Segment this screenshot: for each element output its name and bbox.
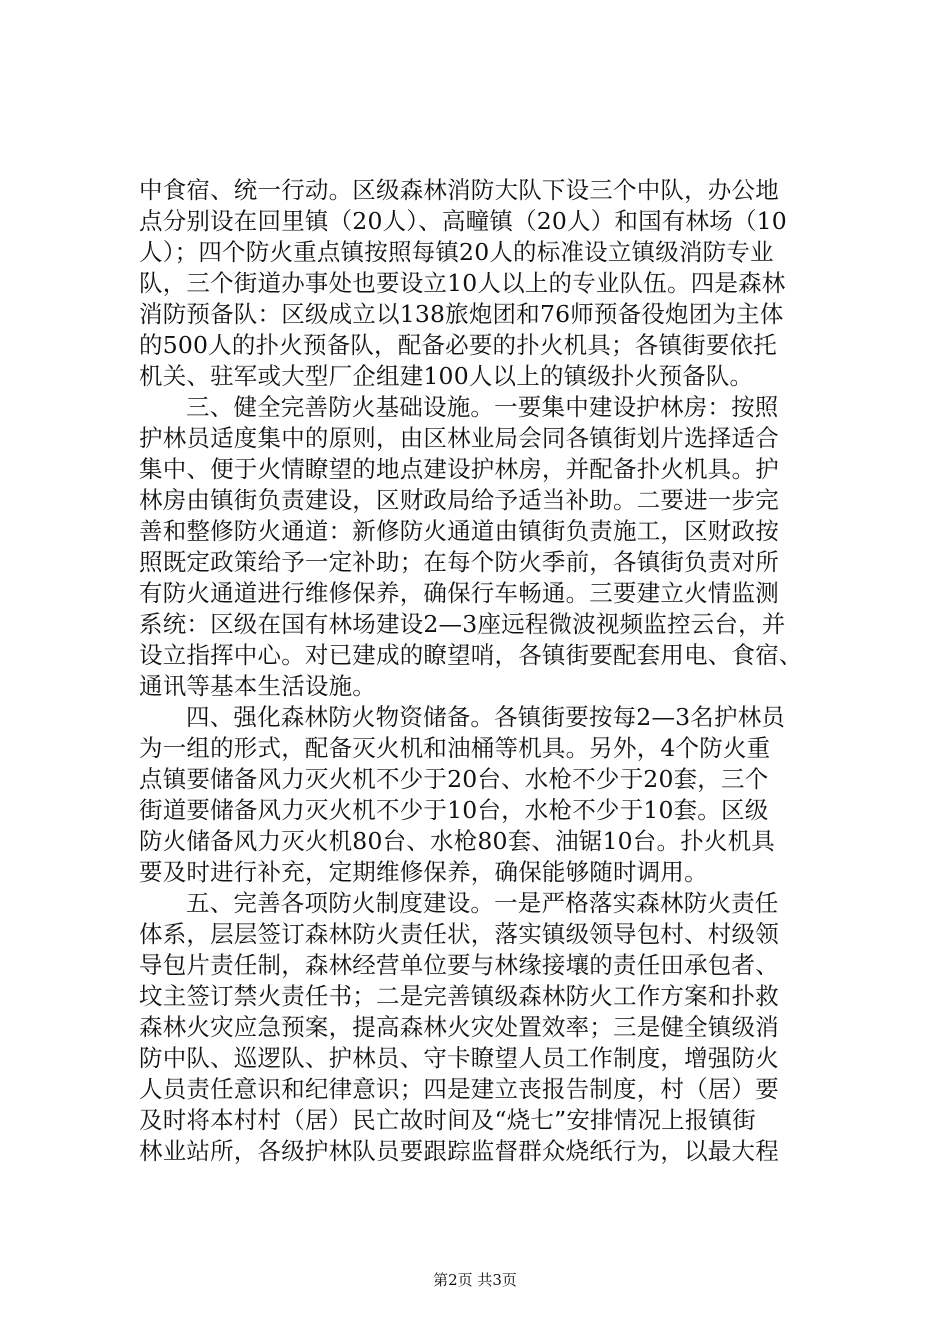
- text-line: 机关、驻军或大型厂企组建100人以上的镇级扑火预备队。: [139, 362, 754, 390]
- text-line: 的500人的扑火预备队，配备必要的扑火机具；各镇街要依托: [139, 331, 777, 359]
- text-line: 点镇要储备风力灭火机不少于20台、水枪不少于20套，三个: [139, 765, 769, 793]
- text-line: 为一组的形式，配备灭火机和油桶等机具。另外，4个防火重: [139, 734, 771, 762]
- text-line: 导包片责任制，森林经营单位要与林缘接壤的责任田承包者、: [139, 951, 779, 979]
- text-line: 坟主签订禁火责任书；二是完善镇级森林防火工作方案和扑救: [139, 982, 779, 1010]
- text-line: 林业站所，各级护林队员要跟踪监督群众烧纸行为，以最大程: [139, 1137, 779, 1165]
- text-line: 要及时进行补充，定期维修保养，确保能够随时调用。: [139, 858, 708, 886]
- text-line: 森林火灾应急预案，提高森林火灾处置效率；三是健全镇级消: [139, 1013, 779, 1041]
- paragraph-start-line: 四、强化森林防火物资储备。各镇街要按每2—3名护林员: [186, 703, 786, 731]
- text-line: 照既定政策给予一定补助；在每个防火季前，各镇街负责对所: [139, 548, 779, 576]
- text-line: 防中队、巡逻队、护林员、守卡瞭望人员工作制度，增强防火: [139, 1044, 779, 1072]
- text-line: 消防预备队：区级成立以138旅炮团和76师预备役炮团为主体: [139, 300, 784, 328]
- text-line: 设立指挥中心。对已建成的瞭望哨，各镇街要配套用电、食宿、: [139, 641, 803, 669]
- text-line: 人员责任意识和纪律意识；四是建立丧报告制度，村（居）要: [139, 1075, 779, 1103]
- text-line: 体系，层层签订森林防火责任状，落实镇级领导包村、村级领: [139, 920, 779, 948]
- text-line: 通讯等基本生活设施。: [139, 672, 376, 700]
- text-line: 林房由镇街负责建设，区财政局给予适当补助。二要进一步完: [139, 486, 779, 514]
- text-line: 集中、便于火情瞭望的地点建设护林房，并配备扑火机具。护: [139, 455, 779, 483]
- text-line: 及时将本村村（居）民亡故时间及“烧七”安排情况上报镇街: [139, 1106, 756, 1134]
- text-line: 系统：区级在国有林场建设2—3座远程微波视频监控云台，并: [139, 610, 786, 638]
- paragraph-start-line: 三、健全完善防火基础设施。一要集中建设护林房：按照: [186, 393, 779, 421]
- paragraph-start-line: 五、完善各项防火制度建设。一是严格落实森林防火责任: [186, 889, 779, 917]
- text-line: 人）；四个防火重点镇按照每镇20人的标准设立镇级消防专业: [139, 238, 774, 266]
- text-line: 街道要储备风力灭火机不少于10台，水枪不少于10套。区级: [139, 796, 769, 824]
- text-line: 善和整修防火通道：新修防火通道由镇街负责施工，区财政按: [139, 517, 779, 545]
- text-line: 有防火通道进行维修保养，确保行车畅通。三要建立火情监测: [139, 579, 779, 607]
- page-number-footer: 第2页 共3页: [433, 1271, 517, 1289]
- text-line: 护林员适度集中的原则，由区林业局会同各镇街划片选择适合: [139, 424, 779, 452]
- text-line: 防火储备风力灭火机80台、水枪80套、油锯10台。扑火机具: [139, 827, 776, 855]
- text-line: 点分别设在回里镇（20人）、高疃镇（20人）和国有林场（10: [139, 207, 787, 235]
- text-line: 中食宿、统一行动。区级森林消防大队下设三个中队，办公地: [139, 176, 779, 204]
- text-line: 队，三个街道办事处也要设立10人以上的专业队伍。四是森林: [139, 269, 786, 297]
